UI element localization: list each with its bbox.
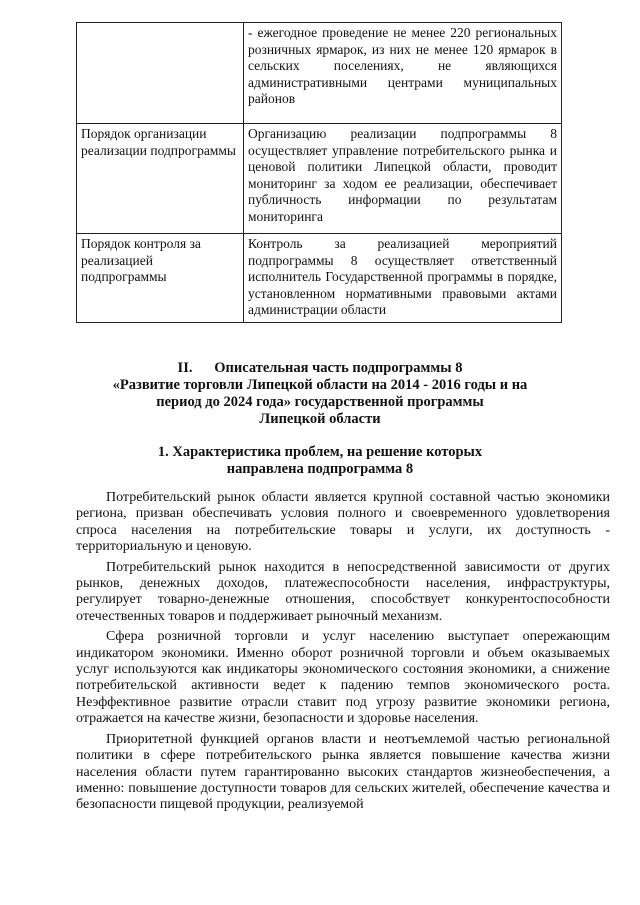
subsection-title-line-1: 1. Характеристика проблем, на решение которых xyxy=(157,444,483,460)
table-row xyxy=(77,23,562,124)
table-row-label: Порядок контроля за реализацией подпрограммы xyxy=(77,234,244,323)
section-number: II. xyxy=(177,360,193,376)
body-text xyxy=(76,490,610,818)
section-title-line-1 xyxy=(80,360,560,377)
section-title-text: Описательная часть подпрограммы 8 xyxy=(214,360,463,376)
table-row-text: Организацию реализации подпрограммы 8 осуществляет управление потребительского рынка и ценовой политики Липецкой области, проводит мониторинг за ходом ее реализации, обеспечивает публичность информации по результатам мониторинга xyxy=(244,124,562,234)
section-title-line-2: «Развитие торговли Липецкой области на 2014 - 2016 годы и на xyxy=(112,377,528,393)
paragraph: Потребительский рынок области является крупной составной частью экономики региона, призван обеспечивать условия полного и своевременного удовлетворения спроса населения на потребительские товары и услуги, их доступность - территориальную и ценовую. xyxy=(76,490,610,555)
table-row xyxy=(77,234,562,323)
table-row-text: Контроль за реализацией мероприятий подпрограммы 8 осуществляет ответственный исполнитель Государственной программы в порядке, установленном нормативными правовыми актами администрации области xyxy=(244,234,562,323)
section-title-line-3: период до 2024 года» государственной программы xyxy=(156,394,484,410)
section-title-line-4: Липецкой области xyxy=(259,411,381,427)
table-row-label: Порядок организации реализации подпрограммы xyxy=(77,124,244,234)
subsection-title-line-2: направлена подпрограмма 8 xyxy=(226,461,414,477)
section-heading xyxy=(80,360,560,428)
subsection-heading xyxy=(80,444,560,478)
table-row-label xyxy=(77,23,244,124)
table-row xyxy=(77,124,562,234)
paragraph: Потребительский рынок находится в непосредственной зависимости от других рынков, денежных доходов, платежеспособности населения, инфраструктуры, регулирует товарно-денежные отношения, способствует конкурентоспособности отечественных товаров и поддерживает рыночный механизм. xyxy=(76,559,610,624)
subprogram-passport-table xyxy=(76,22,562,323)
paragraph: Приоритетной функцией органов власти и неотъемлемой частью региональной политики в сфере потребительского рынка является повышение качества жизни населения области путем гарантированно высоких стандартов жизнеобеспечения, а именно: повышение доступности товаров для сельских жителей, обеспечение качества и безопасности пищевой продукции, реализуемой xyxy=(76,731,610,813)
table-row-text: - ежегодное проведение не менее 220 региональных розничных ярмарок, из них не менее 120 ярмарок в сельских поселениях, не являющихся административными центрами муниципальных районов xyxy=(244,23,562,124)
paragraph: Сфера розничной торговли и услуг населению выступает опережающим индикатором экономики. Именно оборот розничной торговли и объем оказываемых услуг используются как индикаторы экономического состояния экономики, а снижение потребительской активности ведет к падению темпов экономического роста. Неэффективное развитие отрасли ставит под угрозу развитие экономики региона, отражается на качестве жизни, безопасности и здоровье населения. xyxy=(76,629,610,727)
